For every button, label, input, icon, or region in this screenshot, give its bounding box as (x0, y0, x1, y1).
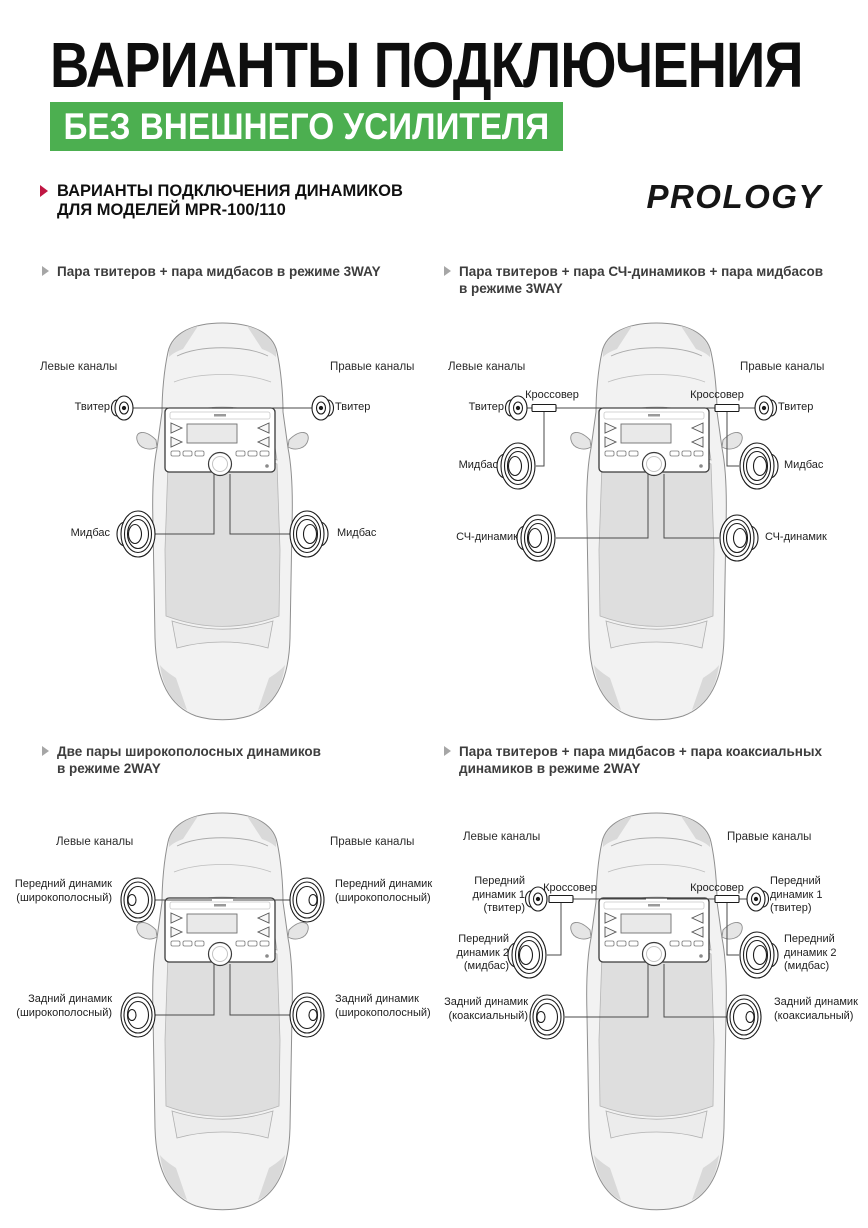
diagram-title-line: Две пары широкополосных динамиков (57, 744, 321, 759)
section-heading-line2: ДЛЯ МОДЕЛЕЙ MPR-100/110 (57, 201, 286, 219)
tweeter-icon (755, 396, 777, 420)
tweeter-icon (506, 396, 528, 420)
left-channels-label: Левые каналы (463, 831, 541, 843)
right-crossover-label (690, 389, 744, 403)
head-unit (599, 898, 709, 966)
label-line: Задний динамик (774, 996, 858, 1008)
diagram-4 (434, 790, 868, 1228)
label-line: Мидбас (784, 459, 824, 471)
label-line: Передний (458, 933, 509, 945)
gray-arrow-icon (444, 746, 451, 756)
diagram-4-title (444, 743, 822, 777)
label-line: (твитер) (483, 902, 525, 914)
label-line: (широкополосный) (16, 891, 112, 904)
label-line: Передний (474, 875, 525, 887)
red-arrow-icon (40, 185, 48, 197)
label-line: (твитер) (770, 902, 812, 914)
section-heading (40, 182, 403, 220)
right-mid-speaker-label (765, 531, 827, 545)
page-title: ВАРИАНТЫ ПОДКЛЮЧЕНИЯ (50, 29, 803, 101)
diagram-1-title (42, 263, 381, 280)
right-tweeter-label (335, 401, 370, 415)
section-heading-line1: ВАРИАНТЫ ПОДКЛЮЧЕНИЯ ДИНАМИКОВ (57, 182, 403, 200)
coaxial-speaker-icon (121, 993, 155, 1037)
woofer-speaker-icon (508, 932, 546, 978)
label-line: Кроссовер (690, 882, 744, 894)
crossover-icon (715, 405, 739, 412)
label-line: Передний (784, 933, 835, 945)
page-subtitle: БЕЗ ВНЕШНЕГО УСИЛИТЕЛЯ (63, 105, 550, 147)
diagram-3 (0, 790, 434, 1228)
right-channels-label: Правые каналы (330, 836, 415, 848)
left-front-1-label (473, 875, 525, 916)
label-line: (широкополосный) (335, 1006, 431, 1019)
gray-arrow-icon (444, 266, 451, 276)
coaxial-speaker-icon (727, 995, 761, 1039)
left-channels-label: Левые каналы (56, 836, 134, 848)
right-front-2-label (784, 933, 836, 974)
woofer-speaker-icon (720, 515, 758, 561)
right-channels-label: Правые каналы (330, 361, 415, 373)
label-line: Твитер (468, 401, 504, 413)
label-line: (широкополосный) (335, 891, 431, 904)
left-midbass-label (71, 527, 110, 541)
diagram-title-line: Пара твитеров + пара СЧ-динамиков + пара мидбасов (459, 264, 824, 279)
label-line: Кроссовер (543, 882, 597, 894)
left-rear-label (444, 996, 528, 1023)
label-line: Твитер (74, 401, 110, 413)
diagram-1 (0, 300, 434, 736)
woofer-speaker-icon (517, 515, 555, 561)
left-channels-label: Левые каналы (40, 361, 118, 373)
right-rear-label (335, 993, 431, 1020)
label-line: Передний динамик (14, 878, 112, 890)
brand-logo: PROLOGY (646, 178, 822, 215)
diagram-2 (434, 300, 868, 736)
coaxial-speaker-icon (290, 993, 324, 1037)
woofer-speaker-icon (740, 932, 778, 978)
label-line: Задний динамик (335, 993, 419, 1005)
label-line: динамик 2 (456, 946, 509, 959)
left-front-label (15, 878, 112, 905)
right-channels-label: Правые каналы (740, 361, 825, 373)
right-tweeter-label (778, 401, 813, 415)
woofer-speaker-icon (497, 443, 535, 489)
woofer-speaker-icon (117, 511, 155, 557)
label-line: СЧ-динамик (765, 531, 827, 543)
diagram-title-line: в режиме 3WAY (459, 281, 563, 296)
diagram-title-line: в режиме 2WAY (57, 761, 161, 776)
label-line: (коаксиальный) (448, 1009, 528, 1022)
right-front-1-label (770, 875, 822, 916)
woofer-speaker-icon (290, 511, 328, 557)
label-line: (коаксиальный) (774, 1009, 854, 1022)
car-top-view (571, 813, 743, 1210)
right-crossover-label (690, 882, 744, 896)
label-line: Мидбас (458, 459, 498, 471)
diagram-title-line: Пара твитеров + пара мидбасов в режиме 3WAY (57, 264, 381, 279)
label-line: Твитер (335, 401, 371, 413)
gray-arrow-icon (42, 266, 49, 276)
diagram-title-line: Пара твитеров + пара мидбасов + пара коаксиальных (459, 744, 822, 759)
right-channels-label: Правые каналы (727, 831, 812, 843)
tweeter-icon (112, 396, 134, 420)
label-line: динамик 1 (770, 888, 823, 901)
left-crossover-label (525, 389, 579, 403)
left-front-2-label (457, 933, 509, 974)
diagram-title-line: динамиков в режиме 2WAY (459, 761, 641, 776)
right-front-label (335, 878, 432, 905)
car-top-view (137, 323, 309, 720)
left-crossover-label (543, 882, 597, 896)
coaxial-speaker-icon (290, 878, 324, 922)
head-unit (165, 408, 275, 476)
diagram-2-title (444, 263, 823, 297)
page-subtitle-banner (50, 102, 563, 151)
label-line: Задний динамик (28, 993, 112, 1005)
right-rear-label (774, 996, 858, 1023)
label-line: Мидбас (70, 527, 110, 539)
crossover-icon (532, 405, 556, 412)
car-top-view (137, 813, 309, 1210)
left-mid-speaker-label (456, 531, 518, 545)
label-line: (широкополосный) (16, 1006, 112, 1019)
head-unit (599, 408, 709, 476)
head-unit (165, 898, 275, 966)
label-line: (мидбас) (463, 960, 509, 972)
label-line: СЧ-динамик (456, 531, 518, 543)
label-line: Задний динамик (444, 996, 528, 1008)
tweeter-icon (747, 887, 769, 911)
car-top-view (571, 323, 743, 720)
left-tweeter-label (75, 401, 110, 415)
label-line: Мидбас (337, 527, 377, 539)
label-line: Кроссовер (525, 389, 579, 401)
crossover-icon (715, 896, 739, 903)
right-midbass-label (784, 459, 823, 473)
tweeter-icon (312, 396, 334, 420)
woofer-speaker-icon (740, 443, 778, 489)
diagram-3-title (42, 743, 321, 777)
label-line: динамик 2 (784, 946, 837, 959)
label-line: Твитер (778, 401, 814, 413)
label-line: Передний (770, 875, 821, 887)
left-channels-label: Левые каналы (448, 361, 526, 373)
gray-arrow-icon (42, 746, 49, 756)
left-midbass-label (459, 459, 498, 473)
coaxial-speaker-icon (121, 878, 155, 922)
label-line: динамик 1 (472, 888, 525, 901)
label-line: (мидбас) (784, 960, 830, 972)
coaxial-speaker-icon (530, 995, 564, 1039)
label-line: Кроссовер (690, 389, 744, 401)
label-line: Передний динамик (335, 878, 433, 890)
crossover-icon (549, 896, 573, 903)
left-tweeter-label (469, 401, 504, 415)
left-rear-label (16, 993, 112, 1020)
right-midbass-label (337, 527, 376, 541)
